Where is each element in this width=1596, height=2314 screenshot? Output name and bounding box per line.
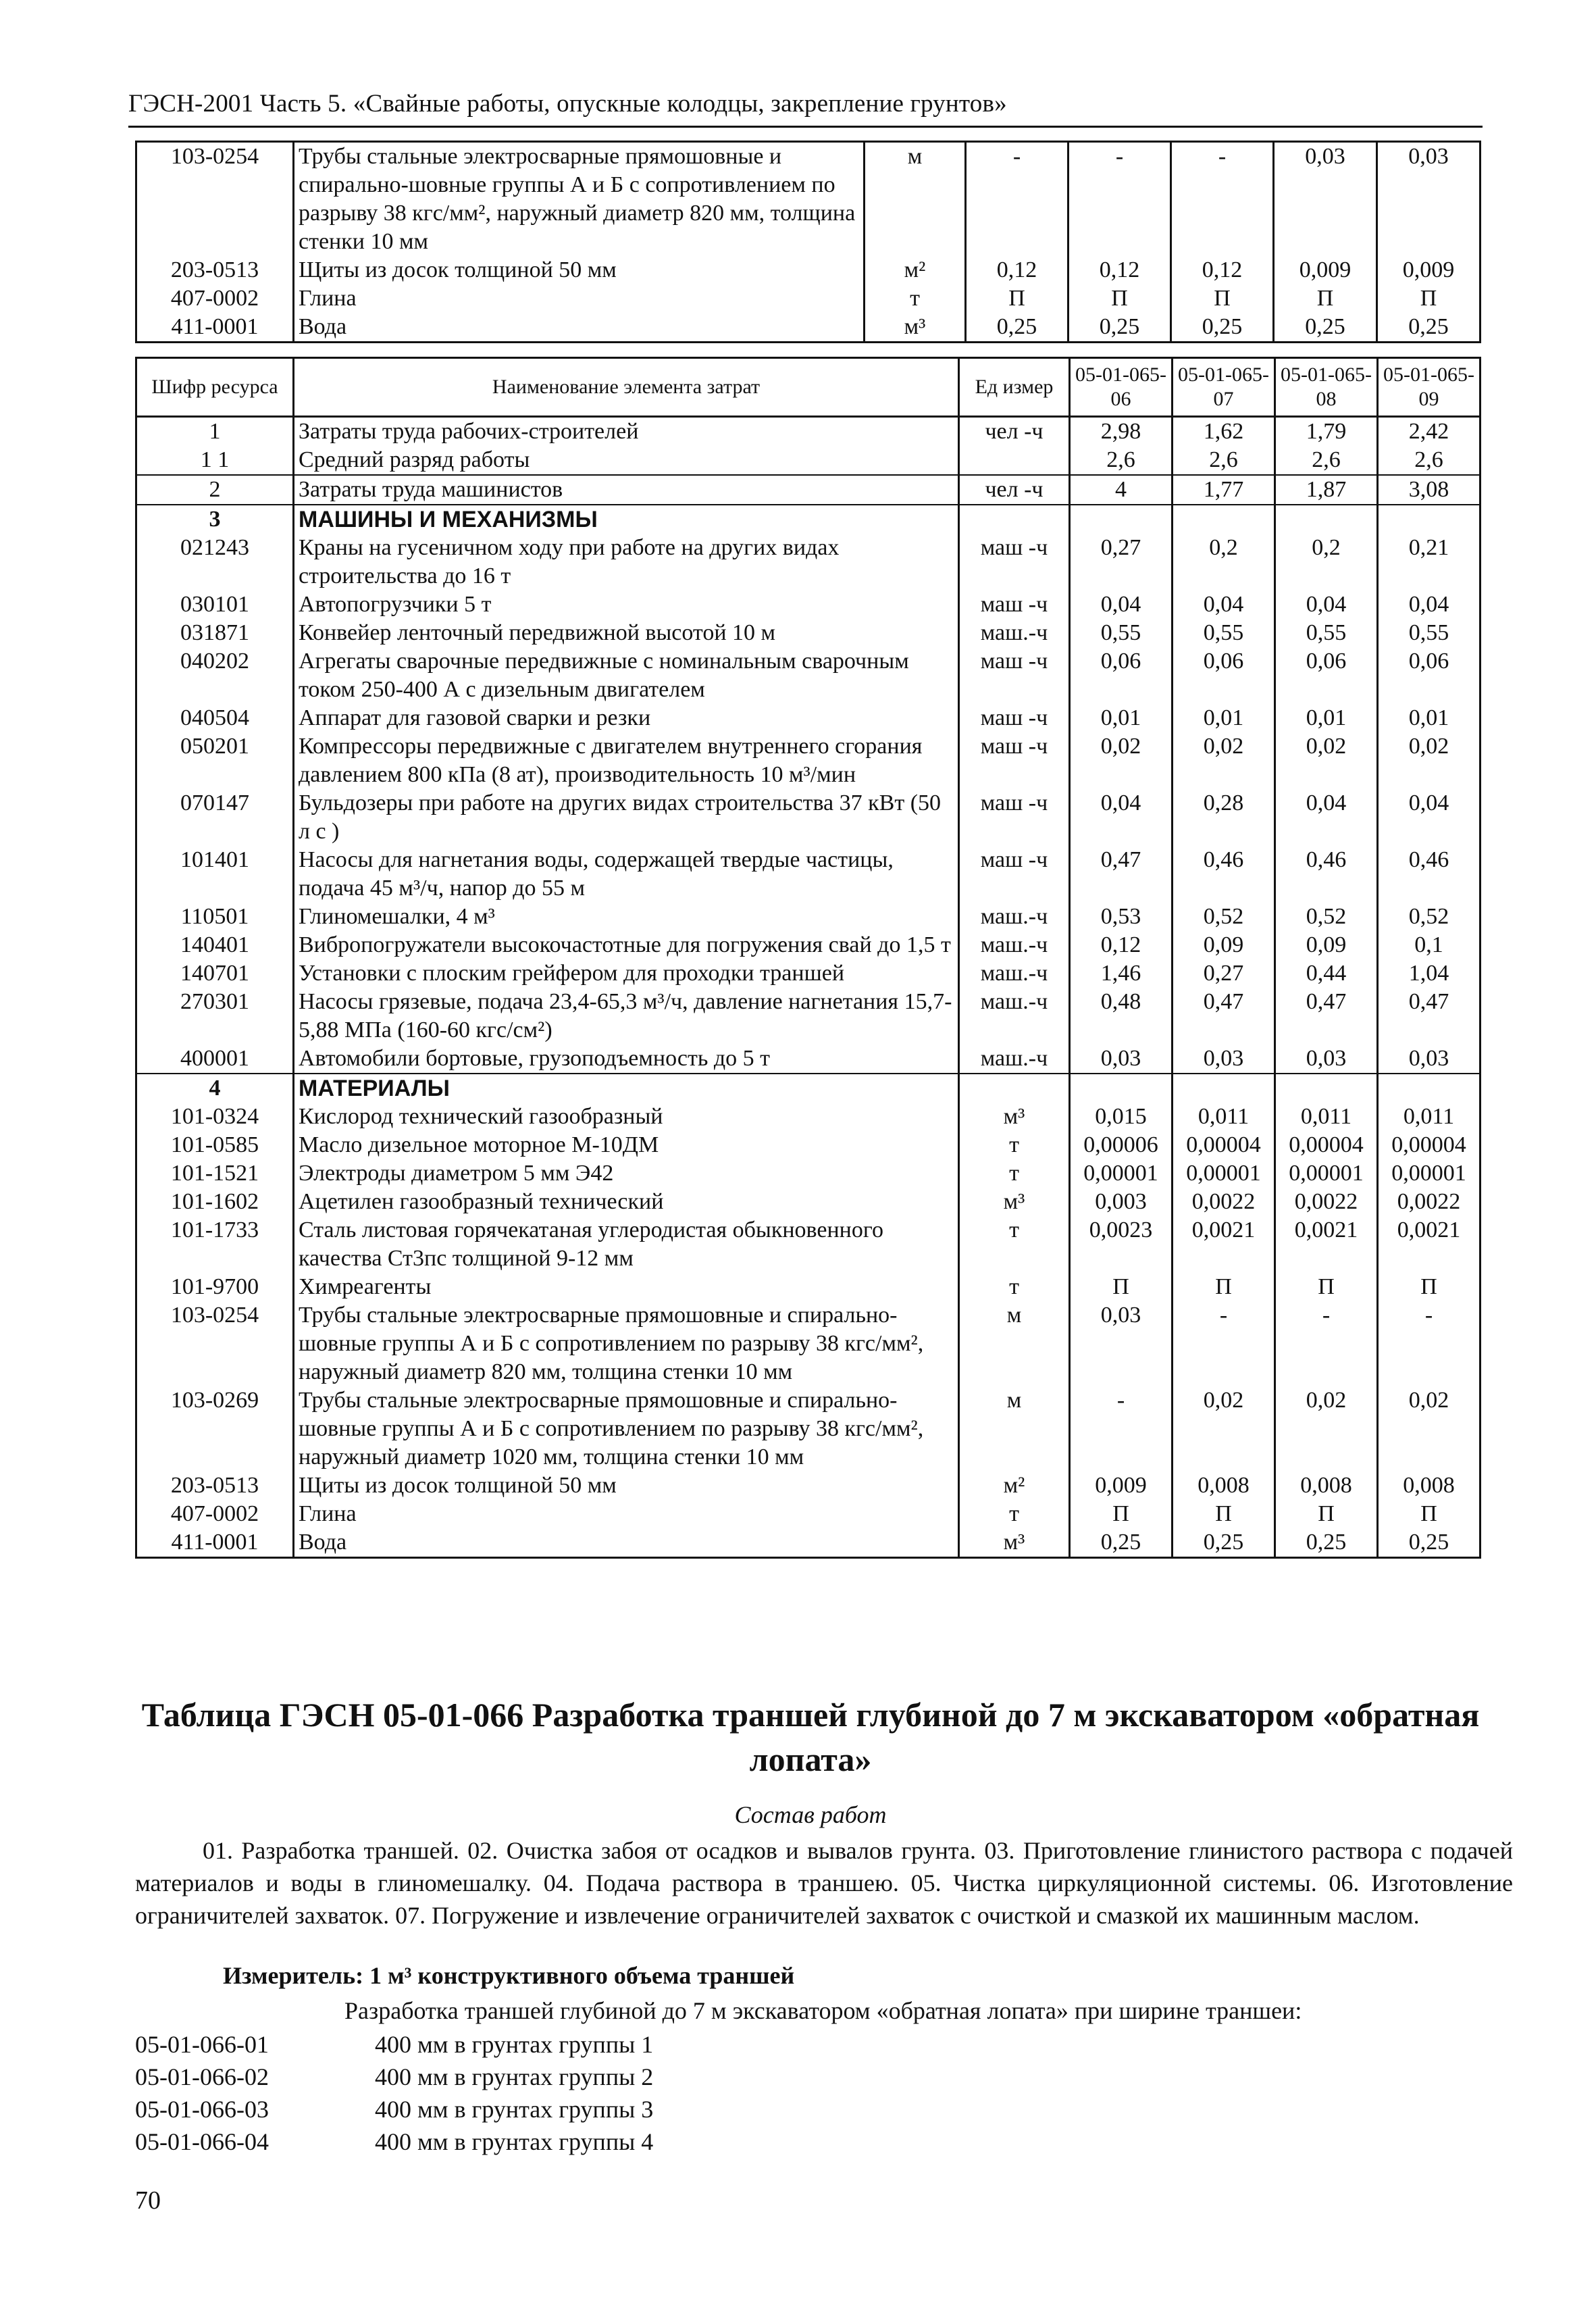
resource-code: 040202	[136, 647, 294, 704]
item-desc: 400 мм в грунтах группы 3	[375, 2096, 654, 2123]
resource-value: 0,06	[1070, 647, 1173, 704]
resource-code: 1	[136, 417, 294, 447]
resource-name: Агрегаты сварочные передвижные с номинальным сварочным током 250-400 А с дизельным двигателем	[294, 647, 959, 704]
resource-value: 2,6	[1275, 446, 1378, 475]
resource-value: 0,011	[1275, 1103, 1378, 1131]
resource-value: 0,00004	[1275, 1131, 1378, 1159]
item-desc: 400 мм в грунтах группы 4	[375, 2128, 654, 2155]
table-row	[136, 446, 1481, 475]
resource-name: Глина	[294, 284, 865, 313]
resource-value: 0,01	[1275, 704, 1378, 732]
resource-code: 101401	[136, 846, 294, 903]
resource-value: 0,52	[1378, 903, 1481, 931]
resource-value: 0,00004	[1378, 1131, 1481, 1159]
resource-value: 0,009	[1377, 256, 1481, 284]
item-code: 05-01-066-02	[135, 2063, 269, 2090]
resource-code: 101-0585	[136, 1131, 294, 1159]
resource-value: 0,008	[1378, 1472, 1481, 1500]
item-row	[135, 2063, 1081, 2092]
resource-value: 0,03	[1378, 1045, 1481, 1074]
resource-code: 103-0254	[136, 1301, 294, 1386]
resource-value: 0,46	[1378, 846, 1481, 903]
table-row	[136, 988, 1481, 1045]
works-heading: Состав работ	[734, 1801, 887, 1828]
resource-name: Средний разряд работы	[294, 446, 959, 475]
resource-value: 0,28	[1173, 789, 1275, 846]
resource-value: 0,25	[966, 313, 1069, 343]
resource-name: Компрессоры передвижные с двигателем внутреннего сгорания давлением 800 кПа (8 ат), производительность 10 м³/мин	[294, 732, 959, 789]
resource-name: Глиномешалки, 4 м³	[294, 903, 959, 931]
item-desc: 400 мм в грунтах группы 2	[375, 2063, 654, 2090]
resource-name: Вибропогружатели высокочастотные для погружения свай до 1,5 т	[294, 931, 959, 959]
resource-unit: м	[959, 1301, 1070, 1386]
resource-value: 0,55	[1173, 619, 1275, 647]
table-row	[136, 959, 1481, 988]
resource-unit: маш.-ч	[959, 931, 1070, 959]
section-row	[136, 505, 1481, 534]
resource-code: 4	[136, 1074, 294, 1103]
resource-value: 1,77	[1173, 475, 1275, 505]
table-row	[136, 1131, 1481, 1159]
resource-unit: маш.-ч	[959, 903, 1070, 931]
resource-name: Бульдозеры при работе на других видах строительства 37 кВт (50 л с )	[294, 789, 959, 846]
table-row	[136, 1045, 1481, 1074]
resource-value: 0,55	[1275, 619, 1378, 647]
resource-value: 4	[1070, 475, 1173, 505]
resource-name: Насосы грязевые, подача 23,4-65,3 м³/ч, давление нагнетания 15,7-5,88 МПа (160-60 кгс/см²)	[294, 988, 959, 1045]
resource-value: 0,09	[1275, 931, 1378, 959]
table-row	[136, 931, 1481, 959]
resource-value: 2,98	[1070, 417, 1173, 447]
resource-name: Аппарат для газовой сварки и резки	[294, 704, 959, 732]
resource-unit: маш.-ч	[959, 619, 1070, 647]
resource-unit: т	[959, 1131, 1070, 1159]
resource-value: 0,03	[1377, 142, 1481, 257]
resource-value	[1173, 505, 1275, 534]
resource-code: 110501	[136, 903, 294, 931]
header-col-3: 05-01-065-08	[1275, 358, 1378, 417]
resource-value: 0,0023	[1070, 1216, 1173, 1273]
resource-code: 103-0269	[136, 1386, 294, 1472]
resource-unit: т	[865, 284, 966, 313]
resource-value: 0,009	[1274, 256, 1377, 284]
resource-value: 0,02	[1378, 1386, 1481, 1472]
resource-value: 0,03	[1173, 1045, 1275, 1074]
resource-value	[1070, 505, 1173, 534]
resource-name: Трубы стальные электросварные прямошовные и спирально-шовные группы А и Б с сопротивлением по разрыву 38 кгс/мм², наружный диаметр 1020 мм, толщина стенки 10 мм	[294, 1386, 959, 1472]
header-unit: Ед измер	[959, 358, 1070, 417]
header-code: Шифр ресурса	[136, 358, 294, 417]
resource-value: 0,55	[1070, 619, 1173, 647]
resource-unit: м	[959, 1386, 1070, 1472]
resource-value: П	[1275, 1273, 1378, 1301]
resource-value: П	[1173, 1273, 1275, 1301]
resource-value: 0,01	[1070, 704, 1173, 732]
resource-value	[1378, 1074, 1481, 1103]
resource-value: 0,12	[1171, 256, 1274, 284]
resource-value: 0,008	[1275, 1472, 1378, 1500]
resource-unit: м³	[865, 313, 966, 343]
resource-value: 0,02	[1378, 732, 1481, 789]
resource-value: П	[1070, 1273, 1173, 1301]
page-number: 70	[135, 2186, 161, 2215]
table-row	[136, 1159, 1481, 1188]
resource-code: 101-1733	[136, 1216, 294, 1273]
resource-name: Щиты из досок толщиной 50 мм	[294, 1472, 959, 1500]
item-code: 05-01-066-01	[135, 2031, 269, 2058]
table-row	[136, 789, 1481, 846]
resource-unit: маш.-ч	[959, 988, 1070, 1045]
resource-name: Химреагенты	[294, 1273, 959, 1301]
resource-value: 0,21	[1378, 534, 1481, 590]
resource-value: 0,03	[1274, 142, 1377, 257]
table-row	[136, 846, 1481, 903]
item-code: 05-01-066-03	[135, 2096, 269, 2123]
resource-unit: чел -ч	[959, 475, 1070, 505]
resource-table	[135, 357, 1481, 1559]
table-row	[136, 313, 1481, 343]
table-row	[136, 417, 1481, 447]
resource-name: Вода	[294, 313, 865, 343]
table-row	[136, 1216, 1481, 1273]
resource-value: 0,0022	[1378, 1188, 1481, 1216]
header-col-4: 05-01-065-09	[1378, 358, 1481, 417]
resource-value: 0,02	[1070, 732, 1173, 789]
resource-value: 0,47	[1173, 988, 1275, 1045]
resource-value: П	[1275, 1500, 1378, 1528]
resource-value: 0,47	[1275, 988, 1378, 1045]
running-header: ГЭСН-2001 Часть 5. «Свайные работы, опускные колодцы, закрепление грунтов»	[128, 90, 1007, 118]
resource-value: 0,00001	[1070, 1159, 1173, 1188]
resource-value: 0,01	[1378, 704, 1481, 732]
resource-unit: маш -ч	[959, 846, 1070, 903]
resource-unit: маш -ч	[959, 590, 1070, 619]
resource-unit: маш -ч	[959, 647, 1070, 704]
resource-name: Ацетилен газообразный технический	[294, 1188, 959, 1216]
resource-value: 0,09	[1173, 931, 1275, 959]
resource-value: 0,1	[1378, 931, 1481, 959]
item-row	[135, 2095, 1081, 2125]
resource-name: Конвейер ленточный передвижной высотой 10 м	[294, 619, 959, 647]
resource-value: 0,00001	[1275, 1159, 1378, 1188]
resource-name: Краны на гусеничном ходу при работе на других видах строительства до 16 т	[294, 534, 959, 590]
table-row	[136, 1386, 1481, 1472]
resource-value: 0,25	[1069, 313, 1171, 343]
table-row	[136, 1301, 1481, 1386]
table-row	[136, 704, 1481, 732]
resource-value: П	[1377, 284, 1481, 313]
resource-value	[1378, 505, 1481, 534]
resource-value: 1,04	[1378, 959, 1481, 988]
resource-unit: т	[959, 1159, 1070, 1188]
resource-code: 400001	[136, 1045, 294, 1074]
resource-value: 0,25	[1275, 1528, 1378, 1558]
resource-value: 2,6	[1378, 446, 1481, 475]
table-title: Таблица ГЭСН 05-01-066 Разработка траншей глубиной до 7 м экскаватором «обратная лопата»	[141, 1696, 1480, 1778]
resource-value: 0,02	[1173, 732, 1275, 789]
resource-value: 0,25	[1378, 1528, 1481, 1558]
resource-value: П	[1274, 284, 1377, 313]
resource-unit: м³	[959, 1103, 1070, 1131]
resource-name: Насосы для нагнетания воды, содержащей твердые частицы, подача 45 м³/ч, напор до 55 м	[294, 846, 959, 903]
resource-unit	[959, 505, 1070, 534]
table-row	[136, 732, 1481, 789]
resource-name: Глина	[294, 1500, 959, 1528]
resource-value: -	[1069, 142, 1171, 257]
resource-value: 0,02	[1275, 1386, 1378, 1472]
resource-code: 021243	[136, 534, 294, 590]
resource-value	[1070, 1074, 1173, 1103]
resource-value: 0,01	[1173, 704, 1275, 732]
resource-value: 0,009	[1070, 1472, 1173, 1500]
resource-value: П	[1173, 1500, 1275, 1528]
resource-value: П	[966, 284, 1069, 313]
resource-value: -	[1378, 1301, 1481, 1386]
item-row	[135, 2128, 1081, 2157]
resource-name: Щиты из досок толщиной 50 мм	[294, 256, 865, 284]
resource-value: 2,6	[1173, 446, 1275, 475]
resource-name: Автомобили бортовые, грузоподъемность до 5 т	[294, 1045, 959, 1074]
resource-value: 0,02	[1275, 732, 1378, 789]
resource-code: 407-0002	[136, 284, 294, 313]
table-row	[136, 1188, 1481, 1216]
table-row	[136, 1103, 1481, 1131]
resource-value: 0,00006	[1070, 1131, 1173, 1159]
resource-name: Электроды диаметром 5 мм Э42	[294, 1159, 959, 1188]
resource-value: 0,25	[1173, 1528, 1275, 1558]
resource-name: Затраты труда рабочих-строителей	[294, 417, 959, 447]
resource-value: 1,87	[1275, 475, 1378, 505]
resource-code: 411-0001	[136, 313, 294, 343]
resource-value: П	[1378, 1500, 1481, 1528]
resource-code: 040504	[136, 704, 294, 732]
resource-name: Трубы стальные электросварные прямошовные и спирально-шовные группы А и Б с сопротивлением по разрыву 38 кгс/мм², наружный диаметр 820 мм, толщина стенки 10 мм	[294, 142, 865, 257]
header-name: Наименование элемента затрат	[294, 358, 959, 417]
resource-code: 050201	[136, 732, 294, 789]
resource-value: 0,2	[1173, 534, 1275, 590]
item-row	[135, 2030, 1081, 2060]
table-row	[136, 475, 1481, 505]
resource-code: 411-0001	[136, 1528, 294, 1558]
resource-value: -	[1173, 1301, 1275, 1386]
table-row	[136, 1500, 1481, 1528]
resource-name: Затраты труда машинистов	[294, 475, 959, 505]
resource-value: 0,04	[1070, 789, 1173, 846]
resource-value: 0,0021	[1173, 1216, 1275, 1273]
resource-unit	[959, 446, 1070, 475]
resource-code: 203-0513	[136, 1472, 294, 1500]
resource-value	[1275, 1074, 1378, 1103]
resource-name: Установки с плоским грейфером для проходки траншей	[294, 959, 959, 988]
resource-value: П	[1171, 284, 1274, 313]
resource-value: 0,06	[1173, 647, 1275, 704]
resource-name: Вода	[294, 1528, 959, 1558]
resource-value: 0,48	[1070, 988, 1173, 1045]
resource-code: 3	[136, 505, 294, 534]
resource-value: П	[1069, 284, 1171, 313]
resource-value: 0,008	[1173, 1472, 1275, 1500]
table-row	[136, 1273, 1481, 1301]
resource-name: Масло дизельное моторное М-10ДМ	[294, 1131, 959, 1159]
intro-line: Разработка траншей глубиной до 7 м экскаватором «обратная лопата» при ширине траншеи:	[344, 1997, 1302, 2024]
table-row	[136, 142, 1481, 257]
resource-value: 0,27	[1173, 959, 1275, 988]
resource-value: 0,25	[1274, 313, 1377, 343]
resource-value: 2,6	[1070, 446, 1173, 475]
resource-value: 0,06	[1378, 647, 1481, 704]
resource-value: 0,55	[1378, 619, 1481, 647]
resource-value: 0,12	[1069, 256, 1171, 284]
resource-value: 1,46	[1070, 959, 1173, 988]
resource-value: -	[1275, 1301, 1378, 1386]
resource-unit: м	[865, 142, 966, 257]
resource-value: 0,06	[1275, 647, 1378, 704]
resource-unit: маш.-ч	[959, 1045, 1070, 1074]
resource-value: 0,53	[1070, 903, 1173, 931]
resource-code: 070147	[136, 789, 294, 846]
resource-code: 270301	[136, 988, 294, 1045]
resource-name: Сталь листовая горячекатаная углеродистая обыкновенного качества Ст3пс толщиной 9-12 мм	[294, 1216, 959, 1273]
resource-unit: м²	[959, 1472, 1070, 1500]
resource-value: -	[1070, 1386, 1173, 1472]
resource-value: 0,25	[1070, 1528, 1173, 1558]
resource-code: 103-0254	[136, 142, 294, 257]
resource-code: 101-0324	[136, 1103, 294, 1131]
resource-value: -	[966, 142, 1069, 257]
resource-value: 0,2	[1275, 534, 1378, 590]
resource-name: Трубы стальные электросварные прямошовные и спирально-шовные группы А и Б с сопротивлением по разрыву 38 кгс/мм², наружный диаметр 820 мм, толщина стенки 10 мм	[294, 1301, 959, 1386]
table-row	[136, 1528, 1481, 1558]
resource-value: 0,0022	[1173, 1188, 1275, 1216]
resource-value: 0,47	[1378, 988, 1481, 1045]
resource-value: 0,0021	[1275, 1216, 1378, 1273]
resource-name: МАШИНЫ И МЕХАНИЗМЫ	[294, 505, 959, 534]
resource-value: 0,011	[1173, 1103, 1275, 1131]
resource-value: 0,47	[1070, 846, 1173, 903]
resource-value: 0,25	[1377, 313, 1481, 343]
resource-name: Кислород технический газообразный	[294, 1103, 959, 1131]
resource-unit: маш -ч	[959, 789, 1070, 846]
resource-code: 030101	[136, 590, 294, 619]
resource-code: 2	[136, 475, 294, 505]
resource-code: 101-9700	[136, 1273, 294, 1301]
resource-code: 140701	[136, 959, 294, 988]
resource-value: 0,04	[1070, 590, 1173, 619]
resource-value: 0,04	[1378, 789, 1481, 846]
header-col-2: 05-01-065-07	[1173, 358, 1275, 417]
resource-value: 2,42	[1378, 417, 1481, 447]
resource-value: 0,12	[966, 256, 1069, 284]
resource-unit: м³	[959, 1528, 1070, 1558]
resource-value: 0,52	[1173, 903, 1275, 931]
header-rule	[128, 126, 1483, 128]
resource-value: 0,003	[1070, 1188, 1173, 1216]
resource-value: 0,44	[1275, 959, 1378, 988]
resource-code: 101-1602	[136, 1188, 294, 1216]
resource-value: 0,0021	[1378, 1216, 1481, 1273]
resource-unit: м²	[865, 256, 966, 284]
resource-value: 0,015	[1070, 1103, 1173, 1131]
resource-name: Автопогрузчики 5 т	[294, 590, 959, 619]
resource-unit: т	[959, 1500, 1070, 1528]
item-desc: 400 мм в грунтах группы 1	[375, 2031, 654, 2058]
resource-value: 0,02	[1173, 1386, 1275, 1472]
resource-value	[1173, 1074, 1275, 1103]
resource-value: 0,46	[1275, 846, 1378, 903]
resource-value: 0,00001	[1173, 1159, 1275, 1188]
resource-value: 0,00004	[1173, 1131, 1275, 1159]
table-row	[136, 1472, 1481, 1500]
header-col-1: 05-01-065-06	[1070, 358, 1173, 417]
table-row	[136, 647, 1481, 704]
resource-value: 0,04	[1275, 590, 1378, 619]
resource-value: 0,46	[1173, 846, 1275, 903]
resource-code: 203-0513	[136, 256, 294, 284]
resource-unit: маш -ч	[959, 732, 1070, 789]
resource-unit: маш.-ч	[959, 959, 1070, 988]
resource-unit: маш -ч	[959, 534, 1070, 590]
resource-value: 0,04	[1173, 590, 1275, 619]
resource-value: 0,0022	[1275, 1188, 1378, 1216]
resource-unit: маш -ч	[959, 704, 1070, 732]
resource-unit	[959, 1074, 1070, 1103]
resource-value: -	[1171, 142, 1274, 257]
resource-unit: т	[959, 1216, 1070, 1273]
resource-value	[1275, 505, 1378, 534]
resource-value: 0,04	[1275, 789, 1378, 846]
resource-value: П	[1070, 1500, 1173, 1528]
resource-value: 0,12	[1070, 931, 1173, 959]
resource-value: 1,62	[1173, 417, 1275, 447]
works-text: 01. Разработка траншей. 02. Очистка забоя от осадков и вывалов грунта. 03. Приготовление глинистого раствора с подачей материалов и воды в глиномешалку. 04. Подача раствора в траншею. 05. Чистка циркуляционной системы. 06. Изготовление ограничителей захваток. 07. Погружение и извлечение ограничителей захваток с очисткой и смазкой их машинным маслом.	[135, 1837, 1513, 1929]
resource-code: 407-0002	[136, 1500, 294, 1528]
resource-value: 0,03	[1275, 1045, 1378, 1074]
section-row	[136, 1074, 1481, 1103]
resource-value: 0,03	[1070, 1301, 1173, 1386]
resource-value: 0,011	[1378, 1103, 1481, 1131]
resource-value: 0,27	[1070, 534, 1173, 590]
table-row	[136, 619, 1481, 647]
resource-value: 3,08	[1378, 475, 1481, 505]
resource-unit: т	[959, 1273, 1070, 1301]
table-row	[136, 284, 1481, 313]
resource-value: 0,25	[1171, 313, 1274, 343]
continued-table	[135, 141, 1481, 343]
resource-code: 1 1	[136, 446, 294, 475]
resource-code: 140401	[136, 931, 294, 959]
table-row	[136, 534, 1481, 590]
resource-unit: м³	[959, 1188, 1070, 1216]
resource-value: 0,00001	[1378, 1159, 1481, 1188]
resource-name: МАТЕРИАЛЫ	[294, 1074, 959, 1103]
item-code: 05-01-066-04	[135, 2128, 269, 2155]
meter-line: Измеритель: 1 м³ конструктивного объема траншей	[223, 1962, 795, 1989]
table-row	[136, 590, 1481, 619]
table-row	[136, 256, 1481, 284]
resource-value: П	[1378, 1273, 1481, 1301]
resource-code: 031871	[136, 619, 294, 647]
resource-value: 1,79	[1275, 417, 1378, 447]
resource-unit: чел -ч	[959, 417, 1070, 447]
resource-value: 0,03	[1070, 1045, 1173, 1074]
resource-value: 0,04	[1378, 590, 1481, 619]
resource-code: 101-1521	[136, 1159, 294, 1188]
table-row	[136, 903, 1481, 931]
resource-value: 0,52	[1275, 903, 1378, 931]
